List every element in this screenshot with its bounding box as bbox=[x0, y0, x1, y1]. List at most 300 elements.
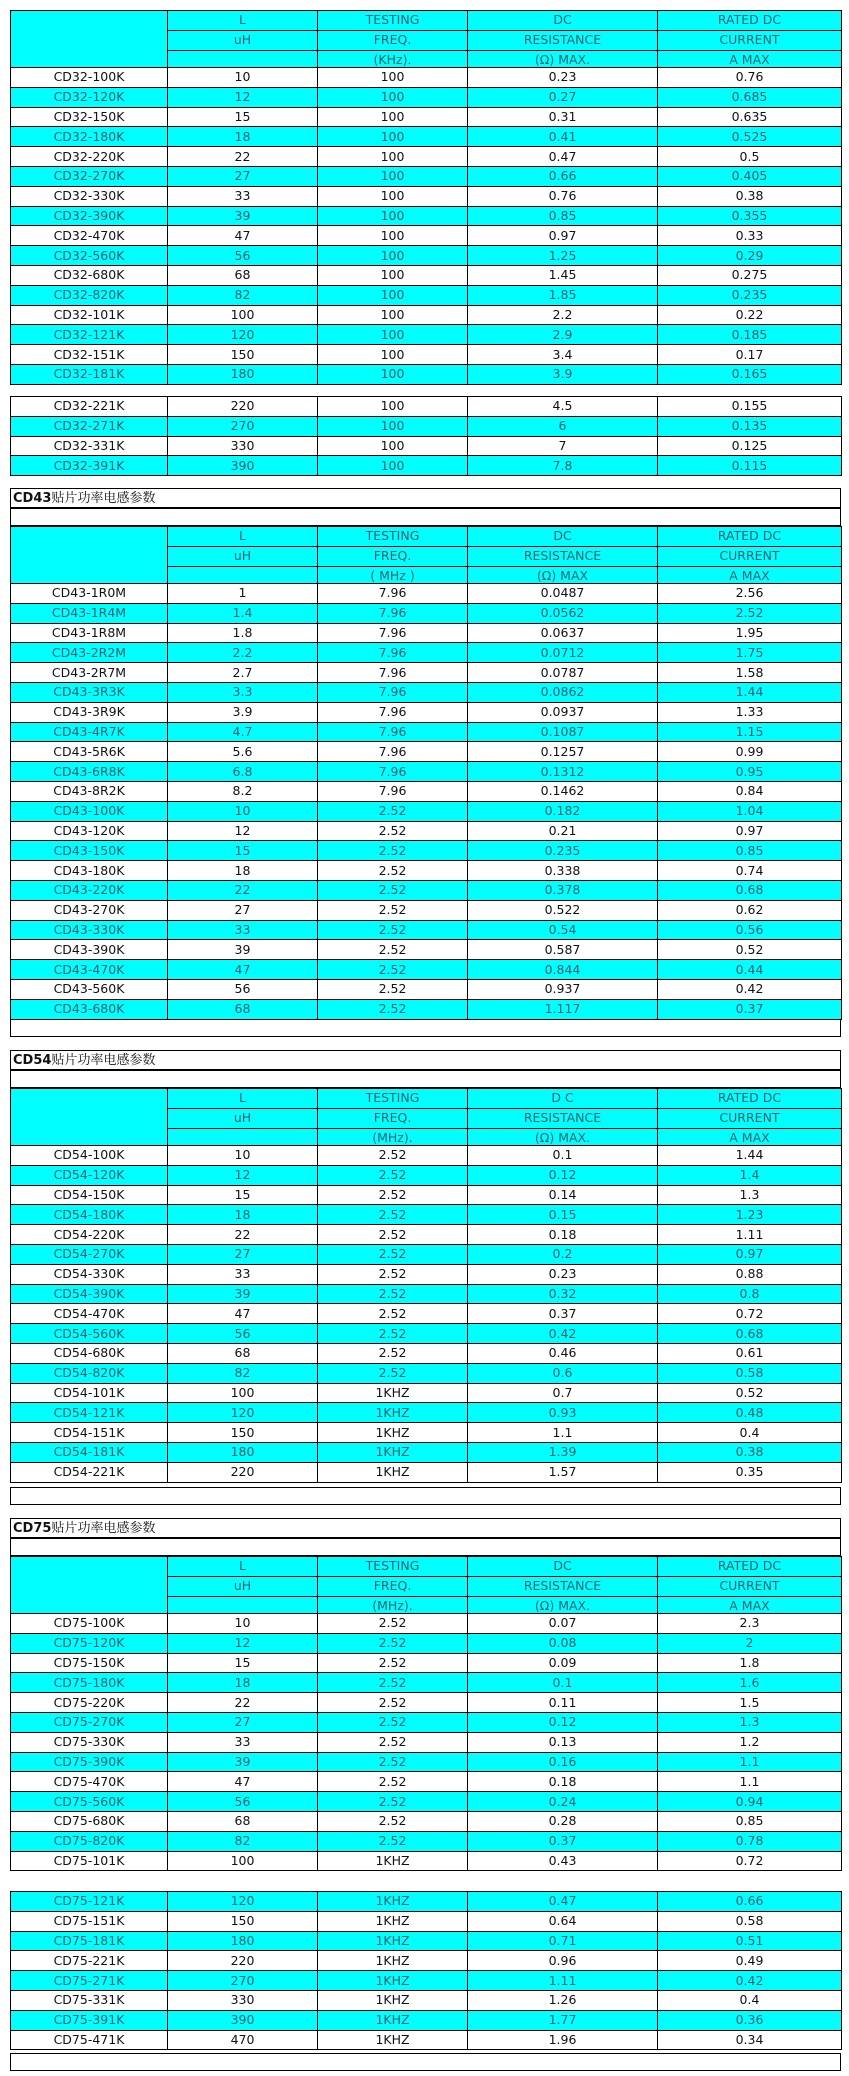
header-resistance: RESISTANCE bbox=[468, 546, 658, 566]
inductance-cell: 100 bbox=[168, 305, 318, 325]
inductance-cell: 10 bbox=[168, 68, 318, 88]
test-frequency-cell: 1KHZ bbox=[318, 1990, 468, 2010]
rated-current-cell: 0.37 bbox=[658, 999, 842, 1019]
part-number-cell: CD75-560K bbox=[11, 1792, 168, 1812]
part-number-cell: CD75-121K bbox=[11, 1892, 168, 1912]
test-frequency-cell: 2.52 bbox=[318, 1146, 468, 1166]
rated-current-cell: 0.88 bbox=[658, 1264, 842, 1284]
test-frequency-cell: 2.52 bbox=[318, 999, 468, 1019]
table-row bbox=[11, 147, 842, 167]
table-row bbox=[11, 979, 842, 999]
test-frequency-cell: 2.52 bbox=[318, 1614, 468, 1634]
dc-resistance-cell: 7 bbox=[468, 436, 658, 456]
table-row bbox=[11, 762, 842, 782]
test-frequency-cell: 2.52 bbox=[318, 1693, 468, 1713]
test-frequency-cell: 7.96 bbox=[318, 781, 468, 801]
part-number-cell: CD32-181K bbox=[11, 364, 168, 384]
dc-resistance-cell: 0.47 bbox=[468, 1892, 658, 1912]
dc-resistance-cell: 0.0487 bbox=[468, 584, 658, 604]
table-row bbox=[11, 1911, 842, 1931]
rated-current-cell: 0.58 bbox=[658, 1911, 842, 1931]
dc-resistance-cell: 0.0787 bbox=[468, 663, 658, 683]
inductance-cell: 27 bbox=[168, 1712, 318, 1732]
dc-resistance-cell: 0.08 bbox=[468, 1633, 658, 1653]
dc-resistance-cell: 0.1312 bbox=[468, 762, 658, 782]
header-testing: TESTING bbox=[318, 11, 468, 31]
header-resistance: RESISTANCE bbox=[468, 30, 658, 50]
dc-resistance-cell: 0.16 bbox=[468, 1752, 658, 1772]
dc-resistance-cell: 0.0637 bbox=[468, 623, 658, 643]
table-row bbox=[11, 1851, 842, 1871]
part-number-cell: CD75-101K bbox=[11, 1851, 168, 1871]
part-number-cell: CD43-560K bbox=[11, 979, 168, 999]
rated-current-cell: 0.76 bbox=[658, 68, 842, 88]
dc-resistance-cell: 0.09 bbox=[468, 1653, 658, 1673]
dc-resistance-cell: 0.37 bbox=[468, 1831, 658, 1851]
test-frequency-cell: 100 bbox=[318, 285, 468, 305]
cd75-header bbox=[10, 1556, 841, 1616]
dc-resistance-cell: 0.46 bbox=[468, 1343, 658, 1363]
table-row bbox=[11, 1712, 842, 1732]
inductance-cell: 47 bbox=[168, 960, 318, 980]
rated-current-cell: 1.5 bbox=[658, 1693, 842, 1713]
rated-current-cell: 0.62 bbox=[658, 900, 842, 920]
part-number-cell: CD54-100K bbox=[11, 1146, 168, 1166]
table-row bbox=[11, 2010, 842, 2030]
header-rated-dc: RATED DC bbox=[658, 1557, 842, 1577]
cd54-title: CD54贴片功率电感参数 bbox=[10, 1050, 841, 1070]
dc-resistance-cell: 0.0937 bbox=[468, 702, 658, 722]
rated-current-cell: 0.125 bbox=[658, 436, 842, 456]
part-number-cell: CD32-100K bbox=[11, 68, 168, 88]
dc-resistance-cell: 0.844 bbox=[468, 960, 658, 980]
rated-current-cell: 0.38 bbox=[658, 186, 842, 206]
table-row bbox=[11, 1383, 842, 1403]
rated-current-cell: 1.11 bbox=[658, 1225, 842, 1245]
inductance-cell: 120 bbox=[168, 1892, 318, 1912]
part-number-cell: CD32-150K bbox=[11, 107, 168, 127]
rated-current-cell: 0.85 bbox=[658, 1811, 842, 1831]
rated-current-cell: 1.2 bbox=[658, 1732, 842, 1752]
inductance-cell: 180 bbox=[168, 364, 318, 384]
table-row bbox=[11, 801, 842, 821]
test-frequency-cell: 2.52 bbox=[318, 821, 468, 841]
cd32-header bbox=[10, 10, 841, 70]
rated-current-cell: 1.95 bbox=[658, 623, 842, 643]
rated-current-cell: 0.95 bbox=[658, 762, 842, 782]
table-row bbox=[11, 345, 842, 365]
part-number-cell: CD32-560K bbox=[11, 246, 168, 266]
table-row bbox=[11, 861, 842, 881]
test-frequency-cell: 2.52 bbox=[318, 1792, 468, 1812]
test-frequency-cell: 100 bbox=[318, 416, 468, 436]
part-number-cell: CD54-120K bbox=[11, 1165, 168, 1185]
part-number-cell: CD43-3R9K bbox=[11, 702, 168, 722]
table-row bbox=[11, 1931, 842, 1951]
header-freq-unit: (MHz). bbox=[318, 1596, 468, 1616]
part-number-cell: CD32-391K bbox=[11, 456, 168, 476]
cd54-table bbox=[10, 1145, 841, 1483]
dc-resistance-cell: 0.85 bbox=[468, 206, 658, 226]
dc-resistance-cell: 0.7 bbox=[468, 1383, 658, 1403]
dc-resistance-cell: 0.937 bbox=[468, 979, 658, 999]
inductance-cell: 18 bbox=[168, 861, 318, 881]
dc-resistance-cell: 0.1 bbox=[468, 1673, 658, 1693]
inductance-cell: 390 bbox=[168, 456, 318, 476]
part-number-cell: CD32-121K bbox=[11, 325, 168, 345]
part-number-cell: CD43-8R2K bbox=[11, 781, 168, 801]
table-row bbox=[11, 1244, 842, 1264]
header-corner bbox=[11, 1557, 168, 1616]
inductance-cell: 56 bbox=[168, 246, 318, 266]
table-row bbox=[11, 999, 842, 1019]
inductance-cell: 5.6 bbox=[168, 742, 318, 762]
rated-current-cell: 0.68 bbox=[658, 1324, 842, 1344]
rated-current-cell: 0.155 bbox=[658, 397, 842, 417]
dc-resistance-cell: 0.71 bbox=[468, 1931, 658, 1951]
inductance-cell: 120 bbox=[168, 325, 318, 345]
table-row bbox=[11, 1732, 842, 1752]
rated-current-cell: 0.17 bbox=[658, 345, 842, 365]
part-number-cell: CD32-220K bbox=[11, 147, 168, 167]
table-row bbox=[11, 1343, 842, 1363]
rated-current-cell: 1.58 bbox=[658, 663, 842, 683]
part-number-cell: CD54-270K bbox=[11, 1244, 168, 1264]
test-frequency-cell: 2.52 bbox=[318, 1304, 468, 1324]
dc-resistance-cell: 1.25 bbox=[468, 246, 658, 266]
rated-current-cell: 0.49 bbox=[658, 1951, 842, 1971]
test-frequency-cell: 2.52 bbox=[318, 1752, 468, 1772]
inductance-cell: 39 bbox=[168, 940, 318, 960]
dc-resistance-cell: 1.117 bbox=[468, 999, 658, 1019]
inductance-cell: 27 bbox=[168, 900, 318, 920]
table-row bbox=[11, 1462, 842, 1482]
test-frequency-cell: 2.52 bbox=[318, 861, 468, 881]
part-number-cell: CD32-221K bbox=[11, 397, 168, 417]
dc-resistance-cell: 1.1 bbox=[468, 1423, 658, 1443]
header-rated-dc: RATED DC bbox=[658, 527, 842, 547]
inductance-cell: 39 bbox=[168, 206, 318, 226]
header-freq: FREQ. bbox=[318, 1108, 468, 1128]
part-number-cell: CD32-270K bbox=[11, 166, 168, 186]
inductance-cell: 4.7 bbox=[168, 722, 318, 742]
header-current: CURRENT bbox=[658, 30, 842, 50]
test-frequency-cell: 1KHZ bbox=[318, 1442, 468, 1462]
inductance-cell: 15 bbox=[168, 107, 318, 127]
test-frequency-cell: 2.52 bbox=[318, 920, 468, 940]
part-number-cell: CD43-2R2M bbox=[11, 643, 168, 663]
test-frequency-cell: 2.52 bbox=[318, 1673, 468, 1693]
part-number-cell: CD43-390K bbox=[11, 940, 168, 960]
header-uh: uH bbox=[168, 1576, 318, 1596]
table-row bbox=[11, 1653, 842, 1673]
test-frequency-cell: 2.52 bbox=[318, 900, 468, 920]
dc-resistance-cell: 0.23 bbox=[468, 68, 658, 88]
rated-current-cell: 0.97 bbox=[658, 821, 842, 841]
part-number-cell: CD75-150K bbox=[11, 1653, 168, 1673]
test-frequency-cell: 2.52 bbox=[318, 1811, 468, 1831]
rated-current-cell: 0.5 bbox=[658, 147, 842, 167]
inductance-cell: 180 bbox=[168, 1931, 318, 1951]
header-ohm-max: (Ω) MAX. bbox=[468, 1128, 658, 1148]
dc-resistance-cell: 2.9 bbox=[468, 325, 658, 345]
test-frequency-cell: 100 bbox=[318, 397, 468, 417]
dc-resistance-cell: 0.76 bbox=[468, 186, 658, 206]
dc-resistance-cell: 0.13 bbox=[468, 1732, 658, 1752]
header-a-max: A MAX bbox=[658, 1128, 842, 1148]
rated-current-cell: 0.48 bbox=[658, 1403, 842, 1423]
dc-resistance-cell: 0.338 bbox=[468, 861, 658, 881]
table-row bbox=[11, 1363, 842, 1383]
header-a-max: A MAX bbox=[658, 566, 842, 586]
table-row bbox=[11, 1403, 842, 1423]
test-frequency-cell: 1KHZ bbox=[318, 1383, 468, 1403]
table-row bbox=[11, 397, 842, 417]
dc-resistance-cell: 0.12 bbox=[468, 1165, 658, 1185]
part-number-cell: CD43-1R0M bbox=[11, 584, 168, 604]
inductance-cell: 3.3 bbox=[168, 682, 318, 702]
rated-current-cell: 0.97 bbox=[658, 1244, 842, 1264]
dc-resistance-cell: 0.47 bbox=[468, 147, 658, 167]
table-row bbox=[11, 1146, 842, 1166]
rated-current-cell: 0.99 bbox=[658, 742, 842, 762]
part-number-cell: CD54-220K bbox=[11, 1225, 168, 1245]
test-frequency-cell: 2.52 bbox=[318, 1772, 468, 1792]
table-row bbox=[11, 1165, 842, 1185]
inductance-cell: 22 bbox=[168, 1693, 318, 1713]
table-row bbox=[11, 1324, 842, 1344]
header-testing: TESTING bbox=[318, 527, 468, 547]
test-frequency-cell: 2.52 bbox=[318, 880, 468, 900]
inductance-cell: 82 bbox=[168, 285, 318, 305]
table-row bbox=[11, 206, 842, 226]
test-frequency-cell: 2.52 bbox=[318, 1205, 468, 1225]
inductance-cell: 1.8 bbox=[168, 623, 318, 643]
rated-current-cell: 0.66 bbox=[658, 1892, 842, 1912]
rated-current-cell: 0.8 bbox=[658, 1284, 842, 1304]
dc-resistance-cell: 0.18 bbox=[468, 1772, 658, 1792]
rated-current-cell: 0.56 bbox=[658, 920, 842, 940]
table-row bbox=[11, 1423, 842, 1443]
table-row bbox=[11, 1614, 842, 1634]
cd54-spacer bbox=[10, 1070, 841, 1088]
dc-resistance-cell: 0.1 bbox=[468, 1146, 658, 1166]
part-number-cell: CD54-180K bbox=[11, 1205, 168, 1225]
header-resistance: RESISTANCE bbox=[468, 1108, 658, 1128]
table-row bbox=[11, 841, 842, 861]
test-frequency-cell: 100 bbox=[318, 206, 468, 226]
rated-current-cell: 0.165 bbox=[658, 364, 842, 384]
test-frequency-cell: 100 bbox=[318, 166, 468, 186]
header-dc: D C bbox=[468, 1089, 658, 1109]
inductance-cell: 12 bbox=[168, 1165, 318, 1185]
dc-resistance-cell: 0.43 bbox=[468, 1851, 658, 1871]
table-row bbox=[11, 663, 842, 683]
test-frequency-cell: 1KHZ bbox=[318, 1971, 468, 1991]
table-row bbox=[11, 87, 842, 107]
rated-current-cell: 0.78 bbox=[658, 1831, 842, 1851]
table-row bbox=[11, 584, 842, 604]
part-number-cell: CD54-101K bbox=[11, 1383, 168, 1403]
rated-current-cell: 0.22 bbox=[658, 305, 842, 325]
table-row bbox=[11, 1951, 842, 1971]
test-frequency-cell: 2.52 bbox=[318, 960, 468, 980]
part-number-cell: CD75-820K bbox=[11, 1831, 168, 1851]
table-row bbox=[11, 265, 842, 285]
test-frequency-cell: 2.52 bbox=[318, 801, 468, 821]
test-frequency-cell: 2.52 bbox=[318, 1244, 468, 1264]
header-testing: TESTING bbox=[318, 1089, 468, 1109]
test-frequency-cell: 1KHZ bbox=[318, 1911, 468, 1931]
dc-resistance-cell: 0.31 bbox=[468, 107, 658, 127]
rated-current-cell: 0.68 bbox=[658, 880, 842, 900]
rated-current-cell: 1.8 bbox=[658, 1653, 842, 1673]
part-number-cell: CD43-4R7K bbox=[11, 722, 168, 742]
test-frequency-cell: 2.52 bbox=[318, 1633, 468, 1653]
part-number-cell: CD43-680K bbox=[11, 999, 168, 1019]
table-row bbox=[11, 305, 842, 325]
header-corner bbox=[11, 1089, 168, 1148]
test-frequency-cell: 2.52 bbox=[318, 1165, 468, 1185]
table-row bbox=[11, 1304, 842, 1324]
table-row bbox=[11, 127, 842, 147]
inductance-cell: 150 bbox=[168, 1423, 318, 1443]
part-number-cell: CD43-220K bbox=[11, 880, 168, 900]
part-number-cell: CD32-271K bbox=[11, 416, 168, 436]
header-ohm-max: (Ω) MAX bbox=[468, 566, 658, 586]
rated-current-cell: 1.44 bbox=[658, 682, 842, 702]
test-frequency-cell: 1KHZ bbox=[318, 1403, 468, 1423]
cd75-table-b bbox=[10, 1891, 841, 2050]
rated-current-cell: 1.3 bbox=[658, 1712, 842, 1732]
test-frequency-cell: 7.96 bbox=[318, 663, 468, 683]
test-frequency-cell: 100 bbox=[318, 226, 468, 246]
header-current: CURRENT bbox=[658, 1108, 842, 1128]
test-frequency-cell: 7.96 bbox=[318, 643, 468, 663]
test-frequency-cell: 100 bbox=[318, 364, 468, 384]
rated-current-cell: 1.23 bbox=[658, 1205, 842, 1225]
rated-current-cell: 1.75 bbox=[658, 643, 842, 663]
rated-current-cell: 0.52 bbox=[658, 1383, 842, 1403]
part-number-cell: CD43-1R8M bbox=[11, 623, 168, 643]
rated-current-cell: 1.4 bbox=[658, 1165, 842, 1185]
dc-resistance-cell: 1.96 bbox=[468, 2030, 658, 2050]
inductance-cell: 18 bbox=[168, 127, 318, 147]
dc-resistance-cell: 0.66 bbox=[468, 166, 658, 186]
rated-current-cell: 0.84 bbox=[658, 781, 842, 801]
dc-resistance-cell: 0.12 bbox=[468, 1712, 658, 1732]
rated-current-cell: 2.3 bbox=[658, 1614, 842, 1634]
part-number-cell: CD54-121K bbox=[11, 1403, 168, 1423]
table-row bbox=[11, 1892, 842, 1912]
header-freq: FREQ. bbox=[318, 1576, 468, 1596]
dc-resistance-cell: 0.23 bbox=[468, 1264, 658, 1284]
table-row bbox=[11, 702, 842, 722]
part-number-cell: CD43-3R3K bbox=[11, 682, 168, 702]
table-row bbox=[11, 1185, 842, 1205]
part-number-cell: CD75-331K bbox=[11, 1990, 168, 2010]
header-rated-dc: RATED DC bbox=[658, 1089, 842, 1109]
rated-current-cell: 0.61 bbox=[658, 1343, 842, 1363]
table-row bbox=[11, 325, 842, 345]
cd75-end-spacer bbox=[10, 2053, 841, 2071]
rated-current-cell: 1.33 bbox=[658, 702, 842, 722]
test-frequency-cell: 2.52 bbox=[318, 1831, 468, 1851]
test-frequency-cell: 2.52 bbox=[318, 1732, 468, 1752]
inductance-cell: 18 bbox=[168, 1205, 318, 1225]
part-number-cell: CD32-820K bbox=[11, 285, 168, 305]
part-number-cell: CD54-820K bbox=[11, 1363, 168, 1383]
rated-current-cell: 0.29 bbox=[658, 246, 842, 266]
test-frequency-cell: 100 bbox=[318, 127, 468, 147]
inductance-cell: 33 bbox=[168, 186, 318, 206]
test-frequency-cell: 2.52 bbox=[318, 940, 468, 960]
dc-resistance-cell: 1.39 bbox=[468, 1442, 658, 1462]
table-row bbox=[11, 285, 842, 305]
cd75-table-a bbox=[10, 1613, 841, 1871]
dc-resistance-cell: 0.27 bbox=[468, 87, 658, 107]
rated-current-cell: 0.74 bbox=[658, 861, 842, 881]
inductance-cell: 15 bbox=[168, 1185, 318, 1205]
dc-resistance-cell: 0.378 bbox=[468, 880, 658, 900]
inductance-cell: 10 bbox=[168, 1146, 318, 1166]
header-corner bbox=[11, 527, 168, 586]
table-row bbox=[11, 603, 842, 623]
inductance-cell: 270 bbox=[168, 1971, 318, 1991]
header-freq-unit: (KHz). bbox=[318, 50, 468, 70]
test-frequency-cell: 100 bbox=[318, 265, 468, 285]
part-number-cell: CD54-680K bbox=[11, 1343, 168, 1363]
table-row bbox=[11, 1752, 842, 1772]
part-number-cell: CD75-390K bbox=[11, 1752, 168, 1772]
header-corner bbox=[11, 11, 168, 70]
table-row bbox=[11, 940, 842, 960]
rated-current-cell: 1.04 bbox=[658, 801, 842, 821]
part-number-cell: CD54-150K bbox=[11, 1185, 168, 1205]
part-number-cell: CD43-120K bbox=[11, 821, 168, 841]
part-number-cell: CD43-330K bbox=[11, 920, 168, 940]
inductance-cell: 120 bbox=[168, 1403, 318, 1423]
rated-current-cell: 0.72 bbox=[658, 1851, 842, 1871]
dc-resistance-cell: 2.2 bbox=[468, 305, 658, 325]
header-freq: FREQ. bbox=[318, 546, 468, 566]
dc-resistance-cell: 0.15 bbox=[468, 1205, 658, 1225]
rated-current-cell: 0.36 bbox=[658, 2010, 842, 2030]
inductance-cell: 15 bbox=[168, 1653, 318, 1673]
inductance-cell: 470 bbox=[168, 2030, 318, 2050]
inductance-cell: 22 bbox=[168, 147, 318, 167]
rated-current-cell: 0.525 bbox=[658, 127, 842, 147]
rated-current-cell: 0.44 bbox=[658, 960, 842, 980]
inductance-cell: 100 bbox=[168, 1383, 318, 1403]
table-row bbox=[11, 68, 842, 88]
rated-current-cell: 0.33 bbox=[658, 226, 842, 246]
test-frequency-cell: 7.96 bbox=[318, 584, 468, 604]
part-number-cell: CD32-151K bbox=[11, 345, 168, 365]
part-number-cell: CD54-560K bbox=[11, 1324, 168, 1344]
dc-resistance-cell: 0.235 bbox=[468, 841, 658, 861]
part-number-cell: CD75-680K bbox=[11, 1811, 168, 1831]
rated-current-cell: 0.58 bbox=[658, 1363, 842, 1383]
inductance-cell: 1 bbox=[168, 584, 318, 604]
table-row bbox=[11, 781, 842, 801]
table-row bbox=[11, 1772, 842, 1792]
table-row bbox=[11, 682, 842, 702]
part-number-cell: CD75-220K bbox=[11, 1693, 168, 1713]
test-frequency-cell: 100 bbox=[318, 345, 468, 365]
inductance-cell: 39 bbox=[168, 1752, 318, 1772]
inductance-cell: 47 bbox=[168, 1304, 318, 1324]
